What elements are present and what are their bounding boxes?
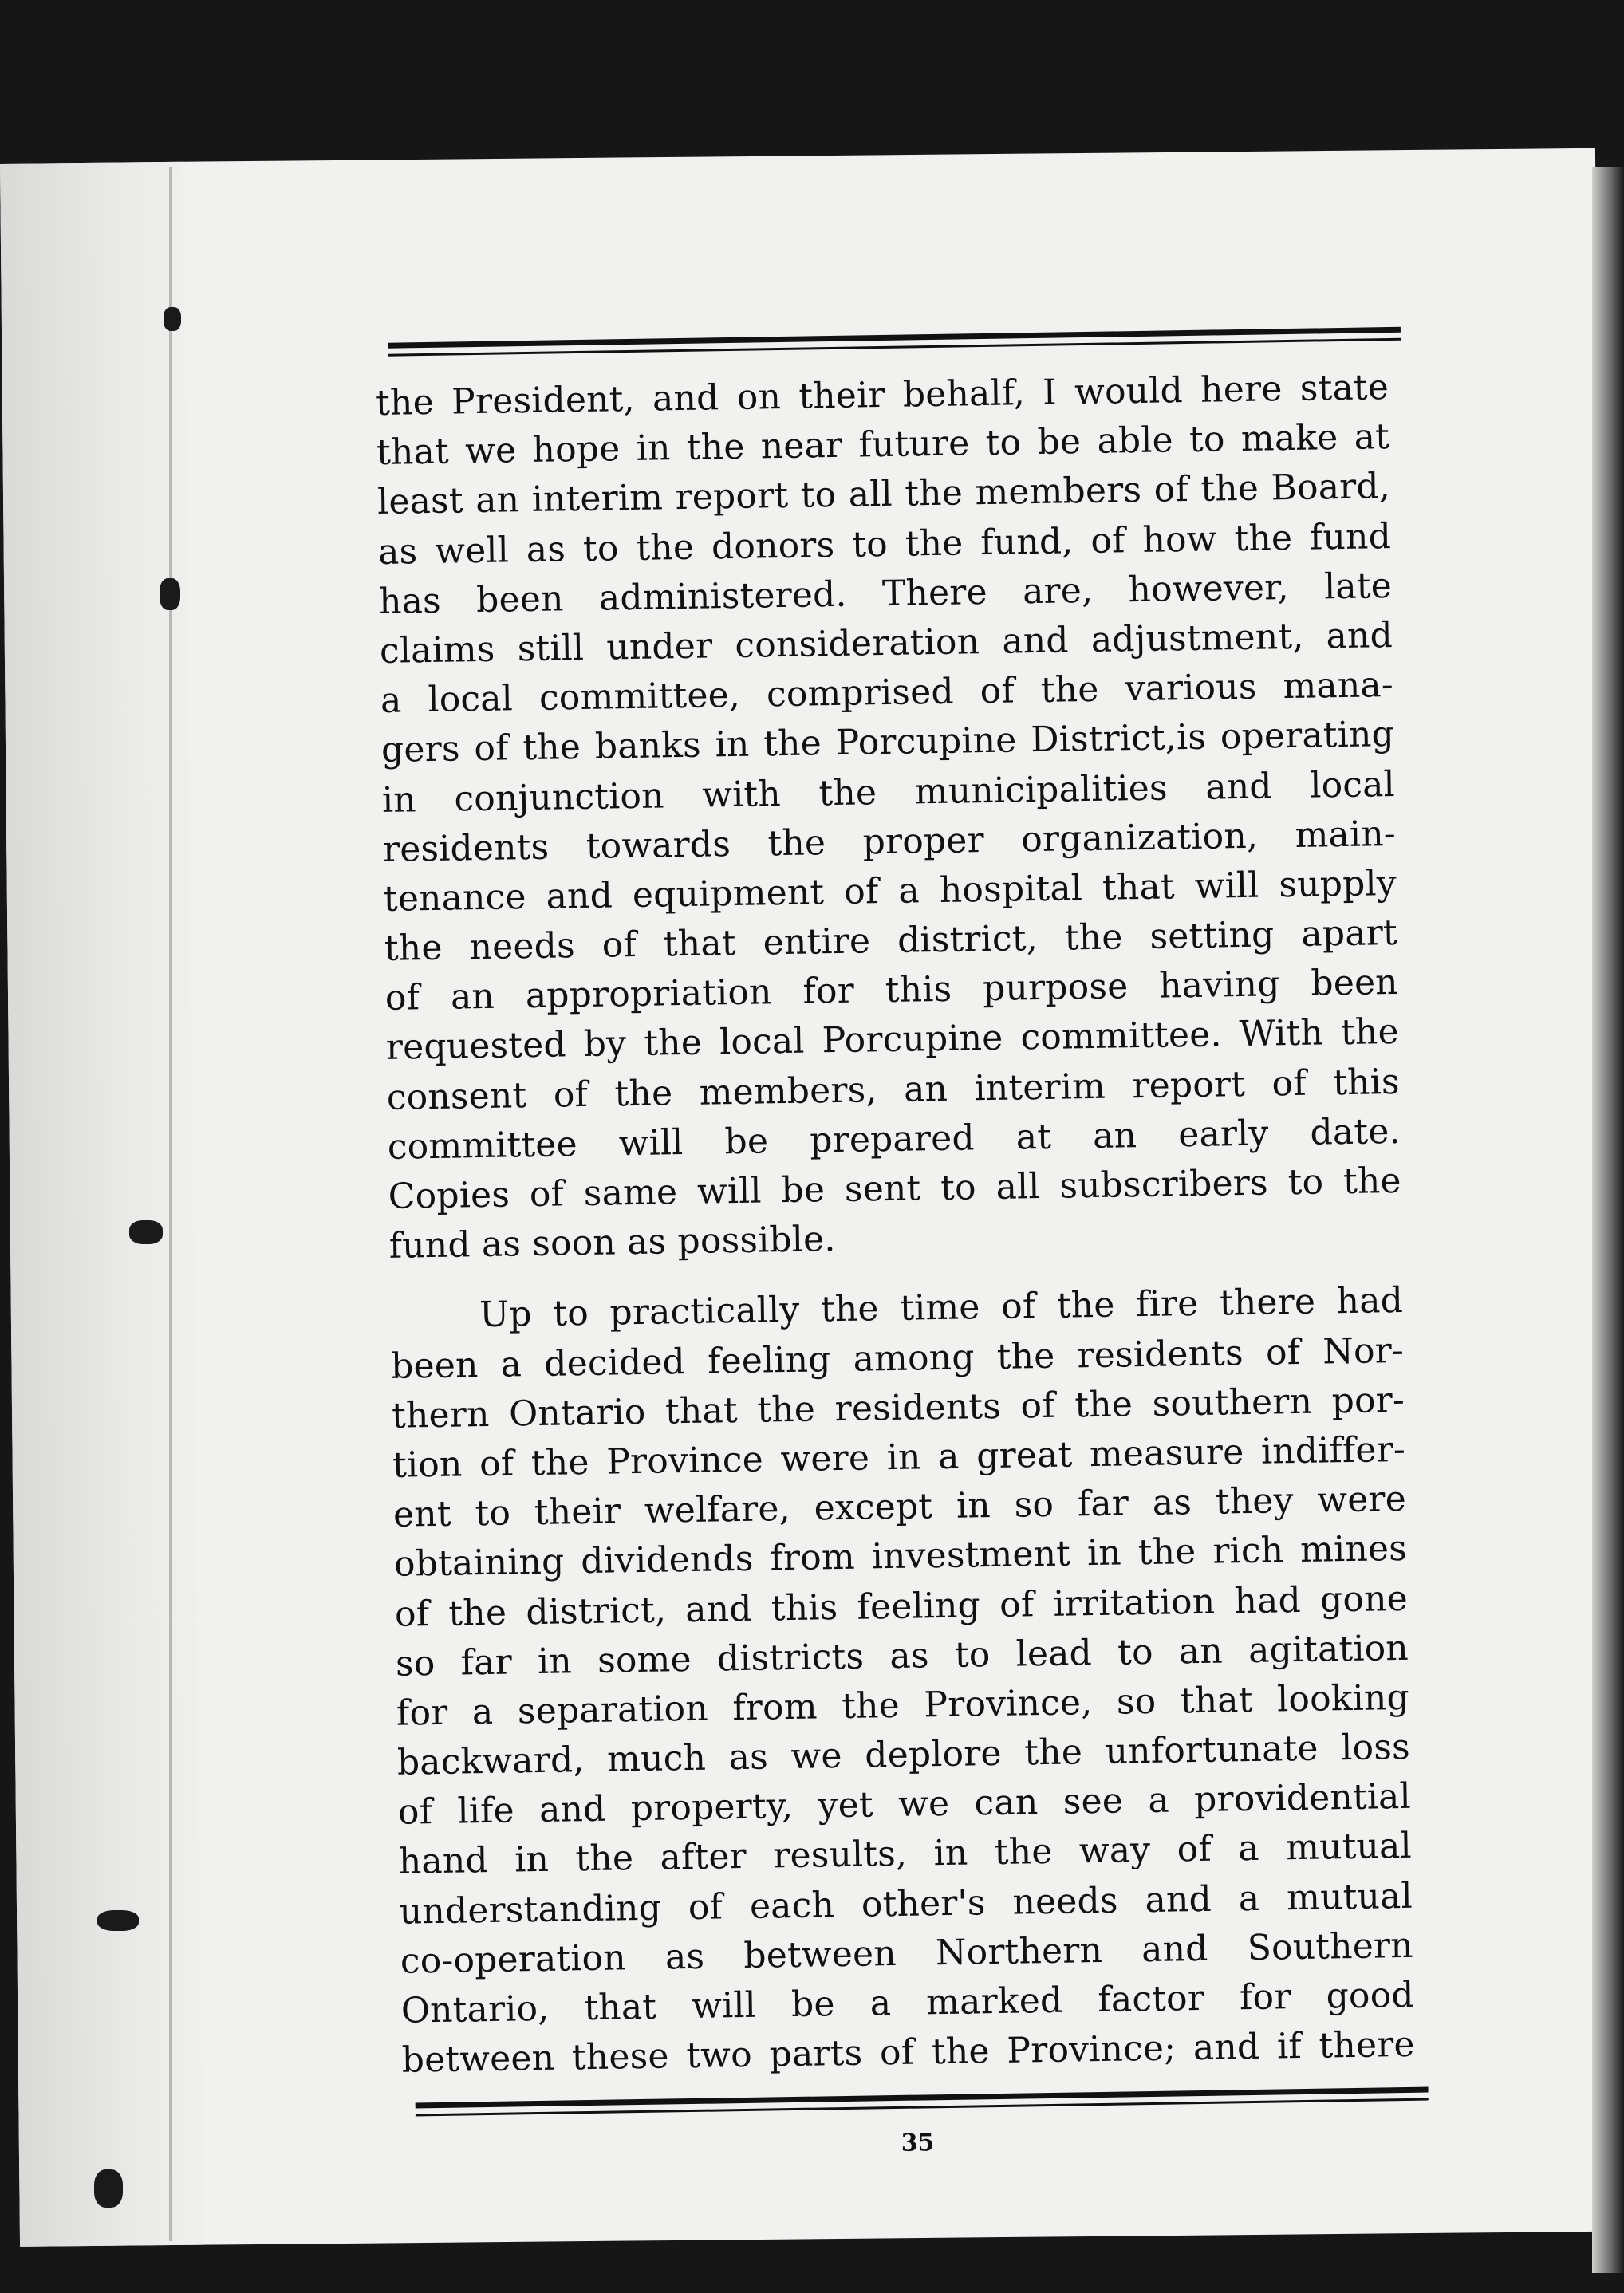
text-line: tenance and equipment of a hospital that will supply xyxy=(383,862,1397,920)
text-line: that we hope in the near future to be able to make at xyxy=(376,416,1390,474)
text-line: hand in the after results, in the way of a mutual xyxy=(398,1826,1413,1883)
text-line: of the district, and this feeling of irritation had gone xyxy=(394,1578,1409,1635)
text-line: Up to practically the time of the fire there had xyxy=(479,1280,1404,1336)
text-line: co-operation as between Northern and Southern xyxy=(400,1925,1414,1982)
text-line: committee will be prepared at an early date. xyxy=(387,1110,1401,1168)
text-line: has been administered. There are, however, late xyxy=(378,565,1393,622)
binding-mark xyxy=(164,307,181,331)
text-line: of life and property, yet we can see a providential xyxy=(397,1776,1412,1834)
text-line: consent of the members, an interim report of this xyxy=(386,1061,1401,1118)
text-line: gers of the banks in the Porcupine District,is operating xyxy=(380,714,1395,771)
text-line: as well as to the donors to the fund, of how the fund xyxy=(377,515,1392,573)
page-edge-shadow xyxy=(1592,167,1624,2273)
binding-mark xyxy=(160,578,180,610)
text-line: thern Ontario that the residents of the southern por- xyxy=(391,1379,1405,1436)
text-line: understanding of each other's needs and a mutual xyxy=(399,1875,1413,1933)
text-line: claims still under consideration and adjustment, and xyxy=(379,614,1393,672)
text-line: ent to their welfare, except in so far as they were xyxy=(392,1478,1407,1535)
footer-rules xyxy=(403,2087,1416,2117)
text-line: of an appropriation for this purpose having been xyxy=(384,962,1399,1019)
text-line: so far in some districts as to lead to an agitation xyxy=(395,1627,1409,1684)
page-text-block xyxy=(375,327,1417,2165)
text-line: requested by the local Porcupine committee. With the xyxy=(385,1011,1400,1069)
binding-mark xyxy=(94,2169,123,2208)
text-line: in conjunction with the municipalities and local xyxy=(381,763,1396,821)
binding-mark xyxy=(97,1910,139,1931)
footer-rule-thick xyxy=(416,2087,1429,2109)
text-line: between these two parts of the Province; and if there xyxy=(401,2023,1416,2081)
text-line: been a decided feeling among the residents of Nor- xyxy=(390,1330,1405,1387)
text-line: Ontario, that will be a marked factor for good xyxy=(400,1974,1415,2031)
page-number: 35 xyxy=(901,2129,935,2158)
text-line: for a separation from the Province, so that looking xyxy=(396,1676,1410,1734)
binding-mark xyxy=(129,1220,163,1244)
text-line: fund as soon as possible. xyxy=(388,1219,836,1267)
text-line: a local committee, comprised of the various mana- xyxy=(380,664,1394,722)
gutter-fold-line xyxy=(169,167,172,2241)
text-line: backward, much as we deplore the unfortunate loss xyxy=(396,1726,1411,1783)
text-line: obtaining dividends from investment in the rich mines xyxy=(393,1528,1408,1586)
text-line: Copies of same will be sent to all subscribers to the xyxy=(388,1160,1402,1217)
text-line: the President, and on their behalf, I would here state xyxy=(375,367,1389,424)
paragraph-2 xyxy=(390,1276,1415,2086)
paragraph-1 xyxy=(376,363,1402,1271)
page-gutter xyxy=(0,162,203,2247)
text-line: tion of the Province were in a great measure indiffer- xyxy=(392,1428,1406,1486)
text-line: least an interim report to all the members of the Board, xyxy=(376,466,1391,523)
text-line: residents towards the proper organization, main- xyxy=(382,813,1397,870)
text-line: the needs of that entire district, the setting apart xyxy=(384,912,1398,969)
